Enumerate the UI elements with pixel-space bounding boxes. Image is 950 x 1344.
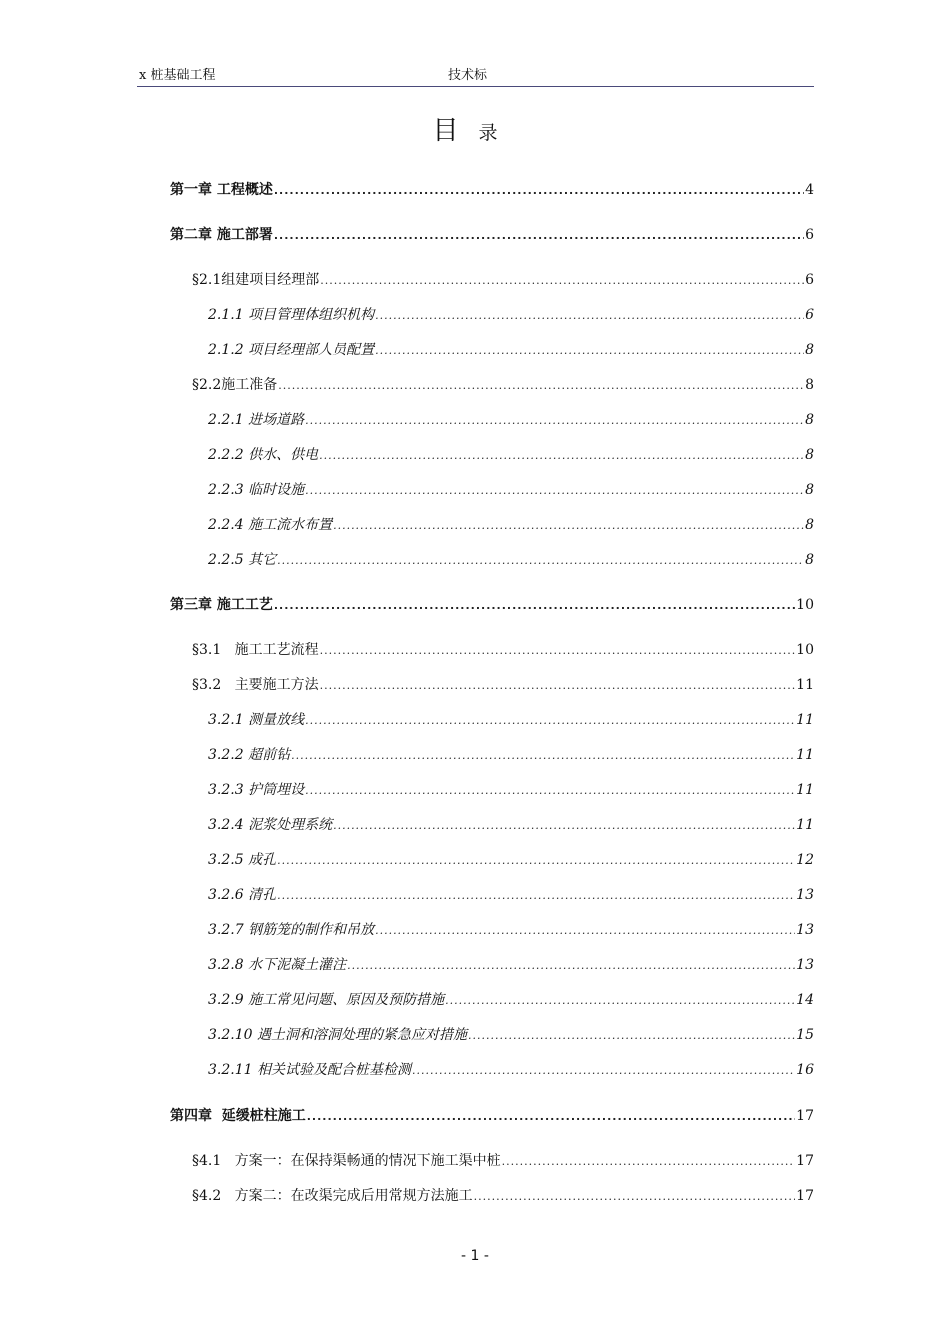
toc-dot-leader xyxy=(502,1151,796,1173)
toc-entry[interactable] xyxy=(208,1059,814,1081)
toc-entry[interactable] xyxy=(208,989,814,1011)
toc-entry[interactable] xyxy=(192,1150,814,1172)
toc-entry-page-number: 4 xyxy=(805,182,814,198)
toc-entry[interactable] xyxy=(208,884,814,906)
toc-entry-label: 3.2.9 施工常见问题、原因及预防措施 xyxy=(208,992,445,1008)
toc-entry-label: 3.2.1 测量放线 xyxy=(208,712,305,728)
toc-dot-leader xyxy=(474,1186,796,1208)
toc-entry-page-number: 11 xyxy=(796,677,814,693)
toc-dot-leader xyxy=(305,710,795,732)
toc-entry[interactable] xyxy=(170,594,814,616)
toc-entry-label: 第二章 施工部署 xyxy=(170,227,273,243)
toc-dot-leader xyxy=(333,515,804,537)
toc-dot-leader xyxy=(320,675,796,697)
toc-dot-leader xyxy=(347,955,795,977)
toc-entry-page-number: 15 xyxy=(796,1027,814,1043)
toc-entry-page-number: 8 xyxy=(805,377,814,393)
toc-entry-label: 3.2.4 泥浆处理系统 xyxy=(208,817,333,833)
toc-entry-label: 第三章 施工工艺 xyxy=(170,597,273,613)
page-header xyxy=(137,67,814,87)
toc-dot-leader xyxy=(274,180,804,202)
toc-dot-leader xyxy=(277,550,804,572)
toc-entry[interactable] xyxy=(208,444,814,466)
toc-entry-page-number: 17 xyxy=(796,1153,814,1169)
toc-title-char-2: 录 xyxy=(478,122,518,144)
toc-entry-page-number: 13 xyxy=(796,957,814,973)
toc-entry-label: 2.2.1 进场道路 xyxy=(208,412,305,428)
toc-entry-label: §4.1 方案一：在保持渠畅通的情况下施工渠中桩 xyxy=(192,1153,501,1169)
toc-entry-page-number: 6 xyxy=(805,272,814,288)
toc-title-char-1: 目 xyxy=(432,116,479,146)
page-number: - 1 - xyxy=(461,1248,489,1264)
toc-entry-label: 3.2.8 水下泥凝土灌注 xyxy=(208,957,347,973)
toc-entry[interactable] xyxy=(208,919,814,941)
toc-entry-label: §4.2 方案二：在改渠完成后用常规方法施工 xyxy=(192,1188,473,1204)
toc-entry-page-number: 8 xyxy=(805,342,814,358)
toc-entry-label: 2.2.5 其它 xyxy=(208,552,277,568)
toc-entry-page-number: 11 xyxy=(796,747,814,763)
toc-dot-leader xyxy=(319,445,804,467)
toc-entry-page-number: 17 xyxy=(796,1188,814,1204)
toc-entry[interactable] xyxy=(170,179,814,201)
toc-entry-label: 3.2.10 遇土洞和溶洞处理的紧急应对措施 xyxy=(208,1027,467,1043)
toc-entry-page-number: 11 xyxy=(796,782,814,798)
toc-entry[interactable] xyxy=(208,304,814,326)
toc-dot-leader xyxy=(375,920,795,942)
toc-entry-label: 3.2.11 相关试验及配合桩基检测 xyxy=(208,1062,411,1078)
toc-entry[interactable] xyxy=(208,814,814,836)
toc-dot-leader xyxy=(412,1060,795,1082)
toc-entry-page-number: 10 xyxy=(796,642,814,658)
toc-dot-leader xyxy=(277,885,795,907)
toc-entry-page-number: 14 xyxy=(796,992,814,1008)
toc-entry-label: 3.2.5 成孔 xyxy=(208,852,277,868)
toc-entry-page-number: 6 xyxy=(805,227,814,243)
toc-entry-page-number: 8 xyxy=(805,552,814,568)
toc-entry-label: 第一章 工程概述 xyxy=(170,182,273,198)
toc-dot-leader xyxy=(375,340,804,362)
toc-entry[interactable] xyxy=(192,1185,814,1207)
toc-entry-label: §3.2 主要施工方法 xyxy=(192,677,319,693)
toc-entry[interactable] xyxy=(192,374,814,396)
toc-dot-leader xyxy=(307,1106,795,1128)
toc-entry[interactable] xyxy=(208,409,814,431)
toc-dot-leader xyxy=(274,225,804,247)
toc-entry-page-number: 10 xyxy=(796,597,814,613)
toc-entry-label: 第四章 延缓桩柱施工 xyxy=(170,1108,306,1124)
toc-entry-page-number: 11 xyxy=(796,817,814,833)
toc-dot-leader xyxy=(274,595,795,617)
toc-entry[interactable] xyxy=(208,779,814,801)
toc-entry-page-number: 8 xyxy=(805,517,814,533)
toc-entry-page-number: 13 xyxy=(796,922,814,938)
toc-dot-leader xyxy=(305,480,804,502)
toc-entry-label: §2.2施工准备 xyxy=(192,377,278,393)
toc-entry-label: 3.2.6 清孔 xyxy=(208,887,277,903)
toc-entry-page-number: 8 xyxy=(805,482,814,498)
toc-entry-label: 2.2.2 供水、供电 xyxy=(208,447,319,463)
toc-entry[interactable] xyxy=(170,224,814,246)
toc-entry-label: 3.2.2 超前钻 xyxy=(208,747,291,763)
toc-entry-page-number: 8 xyxy=(805,412,814,428)
header-section-label: 技术标 xyxy=(448,68,488,83)
toc-entry-label: 2.1.2 项目经理部人员配置 xyxy=(208,342,375,358)
toc-dot-leader xyxy=(333,815,795,837)
toc-entry[interactable] xyxy=(208,954,814,976)
toc-entry[interactable] xyxy=(170,1105,814,1127)
toc-entry[interactable] xyxy=(208,1024,814,1046)
toc-dot-leader xyxy=(278,375,804,397)
toc-entry[interactable] xyxy=(208,709,814,731)
toc-entry[interactable] xyxy=(192,269,814,291)
toc-entry-page-number: 8 xyxy=(805,447,814,463)
toc-entry-label: 2.1.1 项目管理体组织机构 xyxy=(208,307,375,323)
toc-dot-leader xyxy=(468,1025,795,1047)
header-document-name: x 桩基础工程 xyxy=(139,68,216,83)
toc-entry-page-number: 11 xyxy=(796,712,814,728)
toc-dot-leader xyxy=(445,990,795,1012)
toc-entry-page-number: 13 xyxy=(796,887,814,903)
toc-entry[interactable] xyxy=(208,514,814,536)
toc-entry-label: 2.2.3 临时设施 xyxy=(208,482,305,498)
toc-title xyxy=(0,113,950,151)
toc-entry[interactable] xyxy=(208,849,814,871)
toc-entry[interactable] xyxy=(192,674,814,696)
toc-dot-leader xyxy=(291,745,795,767)
toc-entry-page-number: 12 xyxy=(796,852,814,868)
toc-entry-label: 3.2.7 钢筋笼的制作和吊放 xyxy=(208,922,375,938)
toc-dot-leader xyxy=(305,410,804,432)
toc-entry[interactable] xyxy=(208,479,814,501)
toc-entry-page-number: 6 xyxy=(805,307,814,323)
toc-dot-leader xyxy=(375,305,804,327)
toc-entry[interactable] xyxy=(208,744,814,766)
toc-entry-label: §3.1 施工工艺流程 xyxy=(192,642,319,658)
toc-entry[interactable] xyxy=(208,549,814,571)
toc-dot-leader xyxy=(320,640,796,662)
toc-entry[interactable] xyxy=(192,639,814,661)
toc-entry-page-number: 17 xyxy=(796,1108,814,1124)
toc-entry-label: 2.2.4 施工流水布置 xyxy=(208,517,333,533)
toc-dot-leader xyxy=(320,270,804,292)
toc-entry-label: 3.2.3 护筒埋设 xyxy=(208,782,305,798)
toc-entry-label: §2.1组建项目经理部 xyxy=(192,272,320,288)
toc-dot-leader xyxy=(277,850,795,872)
toc-entry[interactable] xyxy=(208,339,814,361)
toc-entry-page-number: 16 xyxy=(796,1062,814,1078)
toc-dot-leader xyxy=(305,780,795,802)
